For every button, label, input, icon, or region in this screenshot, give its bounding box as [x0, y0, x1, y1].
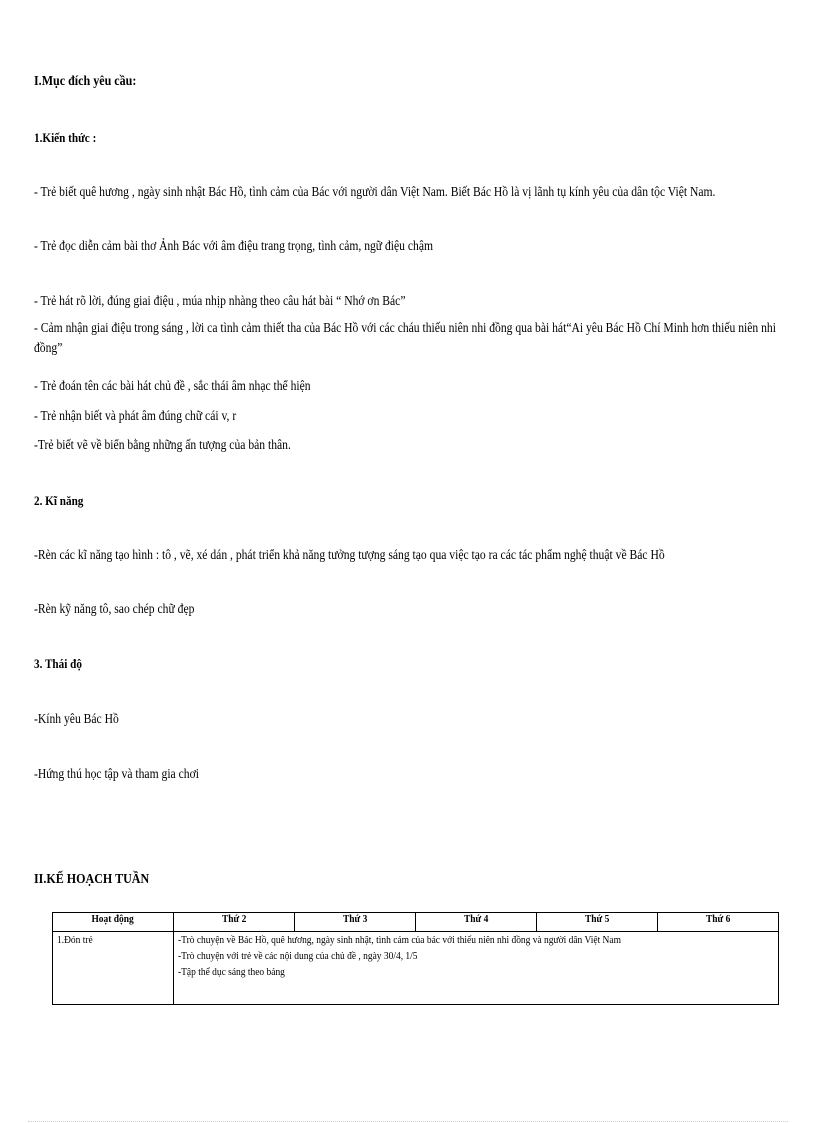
knowledge-item: - Trẻ biết quê hương , ngày sinh nhật Bác Hồ, tình cảm của Bác với người dân Việt Nam. Biết Bác Hồ là vị lãnh tụ kính yêu của dân tộc Việt Nam.	[34, 184, 716, 199]
knowledge-title: 1.Kiến thức :	[34, 130, 97, 145]
table-row	[53, 932, 779, 1005]
attitude-item: -Hứng thú học tập và tham gia chơi	[34, 766, 199, 781]
attitude-title: 3. Thái độ	[34, 656, 82, 671]
header-friday: Thứ 6	[658, 913, 779, 932]
skills-item: -Rèn các kĩ năng tạo hình : tô , vẽ, xé dán , phát triển khả năng tưởng tượng sáng tạo qua việc tạo ra các tác phẩm nghệ thuật về Bác Hồ	[34, 547, 665, 562]
header-activity: Hoạt động	[53, 913, 174, 932]
section-2-title: II.KẾ HOẠCH TUẦN	[34, 872, 150, 887]
knowledge-item: -Trẻ biết vẽ về biển bằng những ấn tượng của bản thân.	[34, 437, 291, 452]
header-monday: Thứ 2	[174, 913, 295, 932]
header-wednesday: Thứ 4	[416, 913, 537, 932]
knowledge-item: - Trẻ đọc diễn cảm bài thơ Ảnh Bác với âm điệu trang trọng, tình cảm, ngữ điệu chậm	[34, 238, 434, 253]
content-line: -Trò chuyện về Bác Hồ, quê hương, ngày sinh nhật, tình cảm của bác với thiếu niên nhi đồng và người dân Việt Nam	[178, 934, 621, 946]
header-tuesday: Thứ 3	[295, 913, 416, 932]
header-thursday: Thứ 5	[537, 913, 658, 932]
skills-item: -Rèn kỹ năng tô, sao chép chữ đẹp	[34, 601, 195, 616]
table-header-row	[53, 913, 779, 932]
content-line: -Tập thể dục sáng theo bảng	[178, 966, 285, 978]
knowledge-item: - Trẻ nhận biết và phát âm đúng chữ cái v, r	[34, 408, 237, 423]
knowledge-item: - Cảm nhận giai điệu trong sáng , lời ca tình cảm thiết tha của Bác Hồ với các cháu thiếu niên nhi đồng qua bài hát“Ai yêu Bác Hồ Chí Minh hơn thiếu niên nhi đồng”	[34, 320, 776, 355]
page-bottom-divider	[28, 1121, 788, 1122]
content-line: -Trò chuyện với trẻ về các nội dung của chủ đề , ngày 30/4, 1/5	[178, 950, 418, 962]
skills-title: 2. Kĩ năng	[34, 493, 84, 508]
activity-cell: 1.Đón trẻ	[53, 932, 174, 1005]
knowledge-item: - Trẻ hát rõ lời, đúng giai điệu , múa nhịp nhàng theo câu hát bài “ Nhớ ơn Bác”	[34, 293, 406, 308]
section-1-title: I.Mục đích yêu cầu:	[34, 74, 137, 89]
activity-content-cell	[174, 932, 779, 1005]
knowledge-item: - Trẻ đoán tên các bài hát chủ đề , sắc thái âm nhạc thể hiện	[34, 378, 311, 393]
weekly-plan-table	[52, 912, 779, 1005]
attitude-item: -Kính yêu Bác Hồ	[34, 711, 119, 726]
